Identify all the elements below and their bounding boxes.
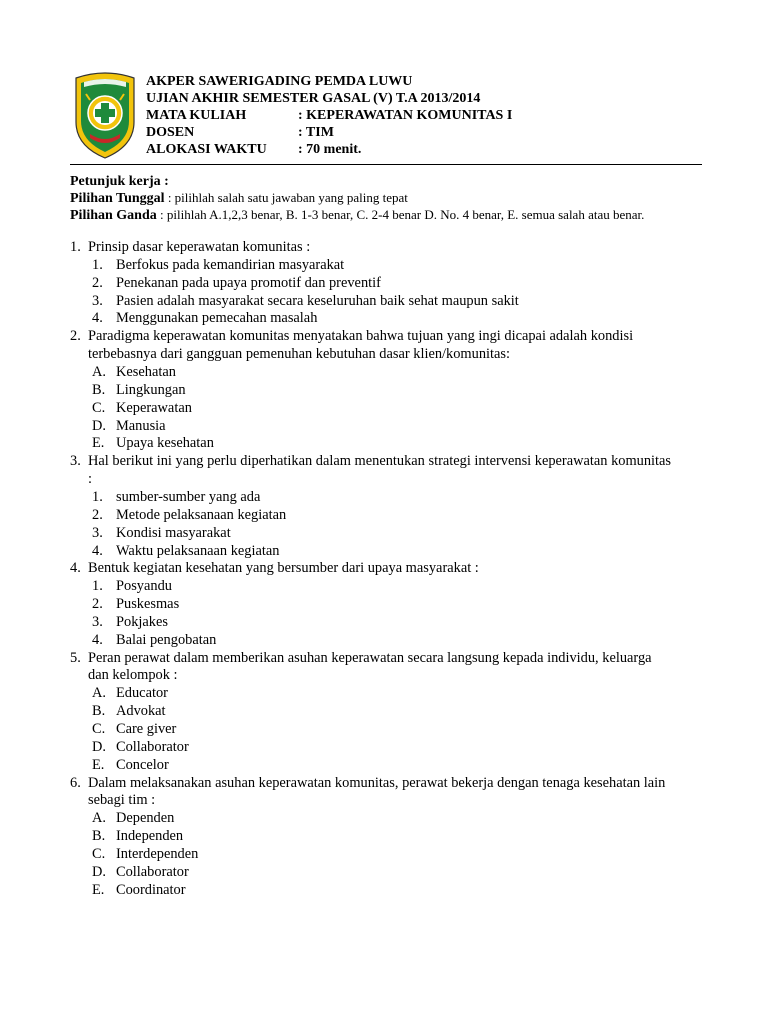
option-text: Metode pelaksanaan kegiatan: [116, 506, 287, 523]
instructions-multi-text: : pilihlah A.1,2,3 benar, B. 1-3 benar, C. 2-4 benar D. No. 4 benar, E. semua salah atau benar.: [156, 207, 645, 222]
option-key: 4.: [92, 631, 103, 648]
option-key: D.: [92, 863, 106, 880]
option-text: Pokjakes: [116, 613, 168, 630]
institution-logo: [72, 70, 138, 160]
question-text: sebagi tim :: [88, 792, 156, 809]
option-key: 1.: [92, 578, 103, 595]
option-key: 1.: [92, 488, 103, 505]
option-key: E.: [92, 881, 105, 898]
institution-name: AKPER SAWERIGADING PEMDA LUWU: [146, 74, 413, 89]
option-key: 4.: [92, 542, 103, 559]
option-text: Upaya kesehatan: [116, 435, 214, 452]
question-text: Paradigma keperawatan komunitas menyatakan bahwa tujuan yang ingi dicapai adalah kondisi: [88, 328, 634, 345]
option-key: 2.: [92, 596, 103, 612]
option-text: Kondisi masyarakat: [116, 524, 231, 541]
option-key: B.: [92, 703, 106, 720]
exam-title: UJIAN AKHIR SEMESTER GASAL (V) T.A 2013/2014: [146, 91, 481, 106]
question-number: 6.: [70, 774, 81, 791]
instructions-title: Petunjuk kerja :: [70, 174, 169, 189]
option-key: 3.: [92, 292, 103, 309]
option-key: A.: [92, 364, 106, 380]
question-text: Hal berikut ini yang perlu diperhatikan dalam menentukan strategi intervensi keperawatan komunitas: [88, 453, 672, 470]
option-text: sumber-sumber yang ada: [116, 488, 261, 505]
option-key: C.: [92, 721, 106, 737]
question-text: dan kelompok :: [88, 667, 178, 684]
option-key: A.: [92, 810, 106, 827]
header-divider: [70, 164, 702, 165]
option-text: Berfokus pada kemandirian masyarakat: [116, 256, 345, 273]
instructions-multi: [70, 206, 644, 225]
option-text: Menggunakan pemecahan masalah: [116, 310, 318, 327]
option-key: 3.: [92, 613, 103, 630]
question-number: 2.: [70, 328, 81, 345]
option-text: Keperawatan: [116, 399, 192, 416]
option-text: Concelor: [116, 756, 169, 773]
header-row-lecturer: [146, 124, 334, 142]
header-value: : KEPERAWATAN KOMUNITAS I: [298, 108, 513, 123]
header-label: DOSEN: [146, 125, 195, 140]
option-text: Penekanan pada upaya promotif dan preventif: [116, 274, 381, 291]
option-key: E.: [92, 435, 105, 452]
header-label: ALOKASI WAKTU: [146, 142, 267, 157]
option-key: B.: [92, 828, 106, 845]
instructions-multi-label: Pilihan Ganda: [70, 208, 157, 223]
option-text: Coordinator: [116, 881, 186, 898]
option-key: D.: [92, 738, 106, 755]
question-text: Prinsip dasar keperawatan komunitas :: [88, 239, 311, 255]
question-number: 1.: [70, 239, 81, 255]
header-row-time: [146, 141, 361, 159]
option-text: Kesehatan: [116, 364, 176, 380]
option-text: Pasien adalah masyarakat secara keseluruhan baik sehat maupun sakit: [116, 292, 519, 309]
header-value: : 70 menit.: [298, 142, 362, 157]
option-text: Lingkungan: [116, 381, 186, 398]
question-number: 4.: [70, 560, 81, 577]
question-text: Dalam melaksanakan asuhan keperawatan komunitas, perawat bekerja dengan tenaga kesehatan lain: [88, 774, 666, 791]
option-text: Balai pengobatan: [116, 631, 217, 648]
header-value: : TIM: [298, 125, 334, 140]
question-number: 3.: [70, 453, 81, 470]
option-key: 3.: [92, 524, 103, 541]
option-key: 2.: [92, 506, 103, 523]
option-key: B.: [92, 381, 106, 398]
option-key: 2.: [92, 274, 103, 291]
option-text: Interdependen: [116, 845, 199, 862]
question-text: :: [88, 471, 92, 488]
question-text: terbebasnya dari gangguan pemenuhan kebutuhan dasar klien/komunitas:: [88, 346, 510, 363]
option-text: Waktu pelaksanaan kegiatan: [116, 542, 280, 559]
option-text: Collaborator: [116, 863, 189, 880]
option-key: A.: [92, 685, 106, 702]
header-row-course: [146, 107, 512, 125]
option-key: C.: [92, 845, 106, 862]
question-text: Peran perawat dalam memberikan asuhan keperawatan secara langsung kepada individu, keluarga: [88, 649, 652, 666]
instructions-single-label: Pilihan Tunggal: [70, 191, 165, 206]
option-key: 1.: [92, 256, 103, 273]
question-text: Bentuk kegiatan kesehatan yang bersumber dari upaya masyarakat :: [88, 560, 479, 577]
option-text: Puskesmas: [116, 596, 180, 612]
option-text: Dependen: [116, 810, 175, 827]
option-key: E.: [92, 756, 105, 773]
question-number: 5.: [70, 649, 81, 666]
option-text: Posyandu: [116, 578, 172, 595]
header-label: MATA KULIAH: [146, 108, 247, 123]
option-key: D.: [92, 417, 106, 434]
option-key: C.: [92, 399, 106, 416]
option-text: Care giver: [116, 721, 177, 737]
option-text: Collaborator: [116, 738, 189, 755]
option-text: Independen: [116, 828, 184, 845]
option-text: Manusia: [116, 417, 166, 434]
option-key: 4.: [92, 310, 103, 327]
option-text: Advokat: [116, 703, 166, 720]
option-text: Educator: [116, 685, 168, 702]
instructions-single-text: : pilihlah salah satu jawaban yang paling tepat: [164, 190, 408, 205]
